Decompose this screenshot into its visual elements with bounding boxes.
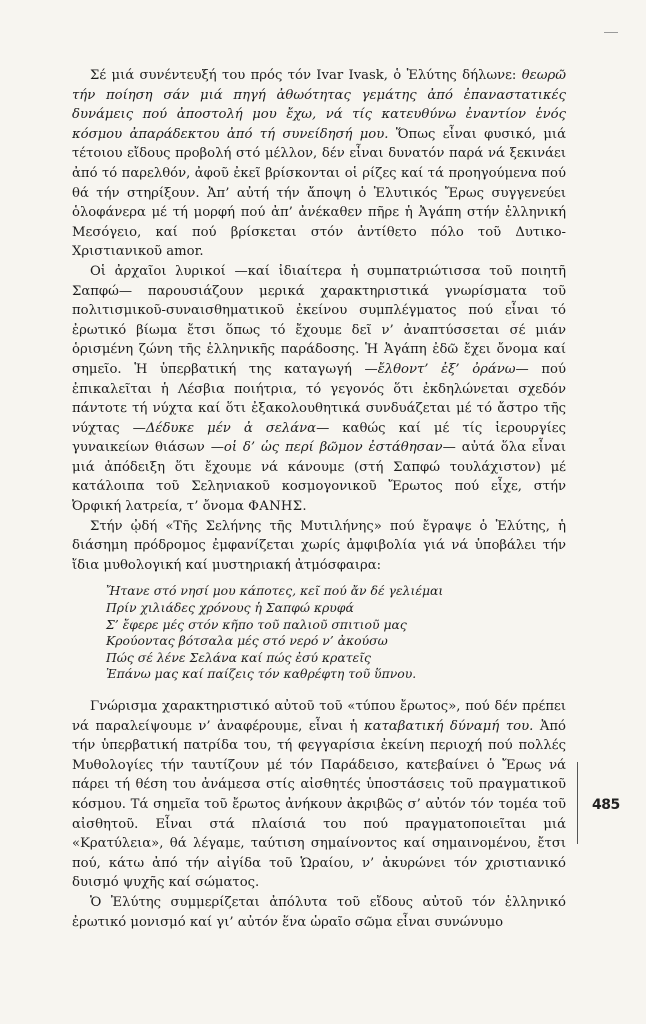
italic-phrase: —οἱ δ’ ὡς περί βῶμον ἐστάθησαν— [210, 440, 456, 456]
poem-line: Ἐπάνω μας καί παίζεις τόν καθρέφτη τοῦ ὕπνου. [106, 666, 417, 682]
paragraph [72, 66, 566, 262]
text-run: Γνώρισμα χαρακτηριστικό αὐτοῦ τοῦ «τύπου ἔρωτος», πού δέν πρέπει νά παραλείψουμε ν’ ἀναφέρουμε, εἶναι ἡ [72, 699, 566, 734]
margin-rule [577, 762, 578, 844]
text-run: Σέ μιά συνέντευξή του πρός τόν Ivar Ivask, ὁ Ἐλύτης δήλωνε: [90, 68, 522, 83]
text-run: Οἱ ἀρχαῖοι λυρικοί —καί ἰδιαίτερα ἡ συμπατριώτισσα τοῦ ποιητῆ Σαπφώ— παρουσιάζουν μερικά χαρακτηριστικά γνωρίσματα τοῦ πολιτισμικοῦ-συναισθηματικοῦ ἐκείνου συμπλέγματος πού εἶναι τό ἐρωτικό βίωμα ἔτσι ὅπως τό ἔχουμε δεῖ ν’ ἀναπτύσσεται σέ μιάν ὁρισμένη ζώνη τῆς ἑλληνικῆς παράδοσης. Ἡ Ἀγάπη ἐδῶ ἔχει ὄνομα καί σημεῖο. Ἡ ὑπερβατική της καταγωγή [72, 263, 566, 377]
text-run: αὐτά ὅλα εἶναι μιά ἀπόδειξη ὅτι ἔχουμε νά κάνουμε (στή Σαπφώ τουλάχιστον) μέ κατάλοιπα τοῦ Σεληνιακοῦ κοσμογονικοῦ Ἔρωτος πού εἶχε, στήν Ὀρφική λατρεία, τ’ ὄνομα [72, 440, 567, 515]
paragraph [72, 517, 566, 576]
text-run: Στήν ᾠδή «Τῆς Σελήνης τῆς Μυτιλήνης» πού ἔγραψε ὁ Ἐλύτης, ἡ διάσημη πρόδρομος ἐμφανίζεται χωρίς ἀμφιβολία γιά νά ὑποβάλει τήν ἴδια μυθολογική καί μυστηριακή ἀτμόσφαιρα: [72, 518, 566, 573]
paragraph [72, 262, 566, 517]
poem-line: Σ’ ἔφερε μές στόν κῆπο τοῦ παλιοῦ σπιτιοῦ μας [106, 616, 407, 632]
text-run: πού ἐπικαλεῖται ἡ Λέσβια ποιήτρια, τό γεγονός ὅτι ἐκδηλώνεται σχεδόν πάντοτε τή νύχτα καί ὅτι ἐξακολουθητικά συνδυάζεται μέ τό ἄστρο τῆς νύχτας [72, 361, 566, 436]
poem-line: Πώς σέ λένε Σελάνα καί πώς ἐσύ κρατεῖς [106, 649, 371, 665]
scan-corner-mark [604, 32, 618, 33]
text-run: καθώς καί μέ τίς ἱερουργίες γυναικείων θιάσων [72, 420, 566, 456]
text-run: Ὁ Ἐλύτης συμμερίζεται ἀπόλυτα τοῦ εἴδους αὐτοῦ τόν ἑλληνικό ἐρωτικό μονισμό καί γι’ αὐτόν ἕνα ὡραῖο σῶμα εἶναι συνώνυμο [72, 894, 566, 930]
poem-line: Πρίν χιλιάδες χρόνους ἡ Σαπφώ κρυφά [106, 600, 354, 616]
italic-phrase: —Δέδυκε μέν ἀ σελάνα— [132, 420, 330, 436]
italic-phrase: —ἔλθοντ’ ἐξ’ ὀράνω— [364, 361, 529, 377]
closing-paragraphs [72, 697, 566, 932]
italic-phrase: θεωρῶ τήν ποίηση σάν μιά πηγή ἀθωότητας γεμάτης ἀπό ἐπαναστατικές δυνάμεις πού ἀποστολή μου ἔχω, νά τίς κατευθύνω ἐναντίον ἑνός κόσμου ἀπαράδεκτου ἀπό τή συνείδησή μου. [72, 68, 566, 142]
paragraph [72, 893, 566, 932]
page-body [72, 66, 566, 932]
italic-phrase: καταβατική δύναμή του. [364, 718, 534, 734]
poem-line: Ἤτανε στό νησί μου κάποτες, κεῖ πού ἄν δέ γελιέμαι [106, 583, 444, 599]
poem-line: Κρούοντας βότσαλα μές στό νερό ν’ ἀκούσω [106, 633, 388, 649]
page-number: 485 [592, 797, 620, 813]
poem-quotation [106, 583, 566, 683]
text-run: Ὅπως εἶναι φυσικό, μιά τέτοιου εἴδους προβολή στό μέλλον, δέν εἶναι δυνατόν παρά νά ξεκινάει ἀπό τό παρελθόν, ἀφοῦ ἐκεῖ βρίσκονται οἱ ρίζες καί τά προηγούμενα πού θά τήν στηρίξουν. Ἀπ’ αὐτή τήν ἄποψη ὁ Ἐλυτικός Ἔρως συγγενεύει ὁλοφάνερα μέ τή μορφή πού ἀπ’ ἀνέκαθεν πῆρε ἡ Ἀγάπη στήν ἑλληνική Μεσόγειο, καί πού βρίσκεται στόν ἀντίθετο πόλο τοῦ Δυτικο-Χριστιανικοῦ amor. [72, 126, 566, 260]
text-run: Ἀπό τήν ὑπερβατική πατρίδα του, τή φεγγαρίσια ἐκείνη περιοχή πού πολλές Μυθολογίες τήν ταυτίζουν μέ τόν Παράδεισο, κατεβαίνει ὁ Ἔρως νά πάρει τή θέση του ἀνάμεσα στίς αἰσθητές ὑποστάσεις τοῦ πραγματικοῦ κόσμου. Τά σημεῖα τοῦ ἔρωτος ἀνήκουν ἀκριβῶς σ’ αὐτόν τόν τομέα τοῦ αἰσθητοῦ. Εἶναι στά πλαίσιά του πού πραγματοποιεῖται μιά «Κρατύλεια», θά λέγαμε, ταύτιση σημαίνοντος καί σημαινομένου, ἔτσι πού, κάτω ἀπό τήν αἰγίδα τοῦ Ὡραίου, ν’ ἀκυρώνει τόν χριστιανικό δυισμό ψυχῆς καί σώματος. [72, 718, 566, 891]
opening-paragraphs [72, 66, 566, 575]
paragraph [72, 697, 566, 893]
small-caps-word: ΦΑΝΗΣ. [248, 499, 307, 515]
